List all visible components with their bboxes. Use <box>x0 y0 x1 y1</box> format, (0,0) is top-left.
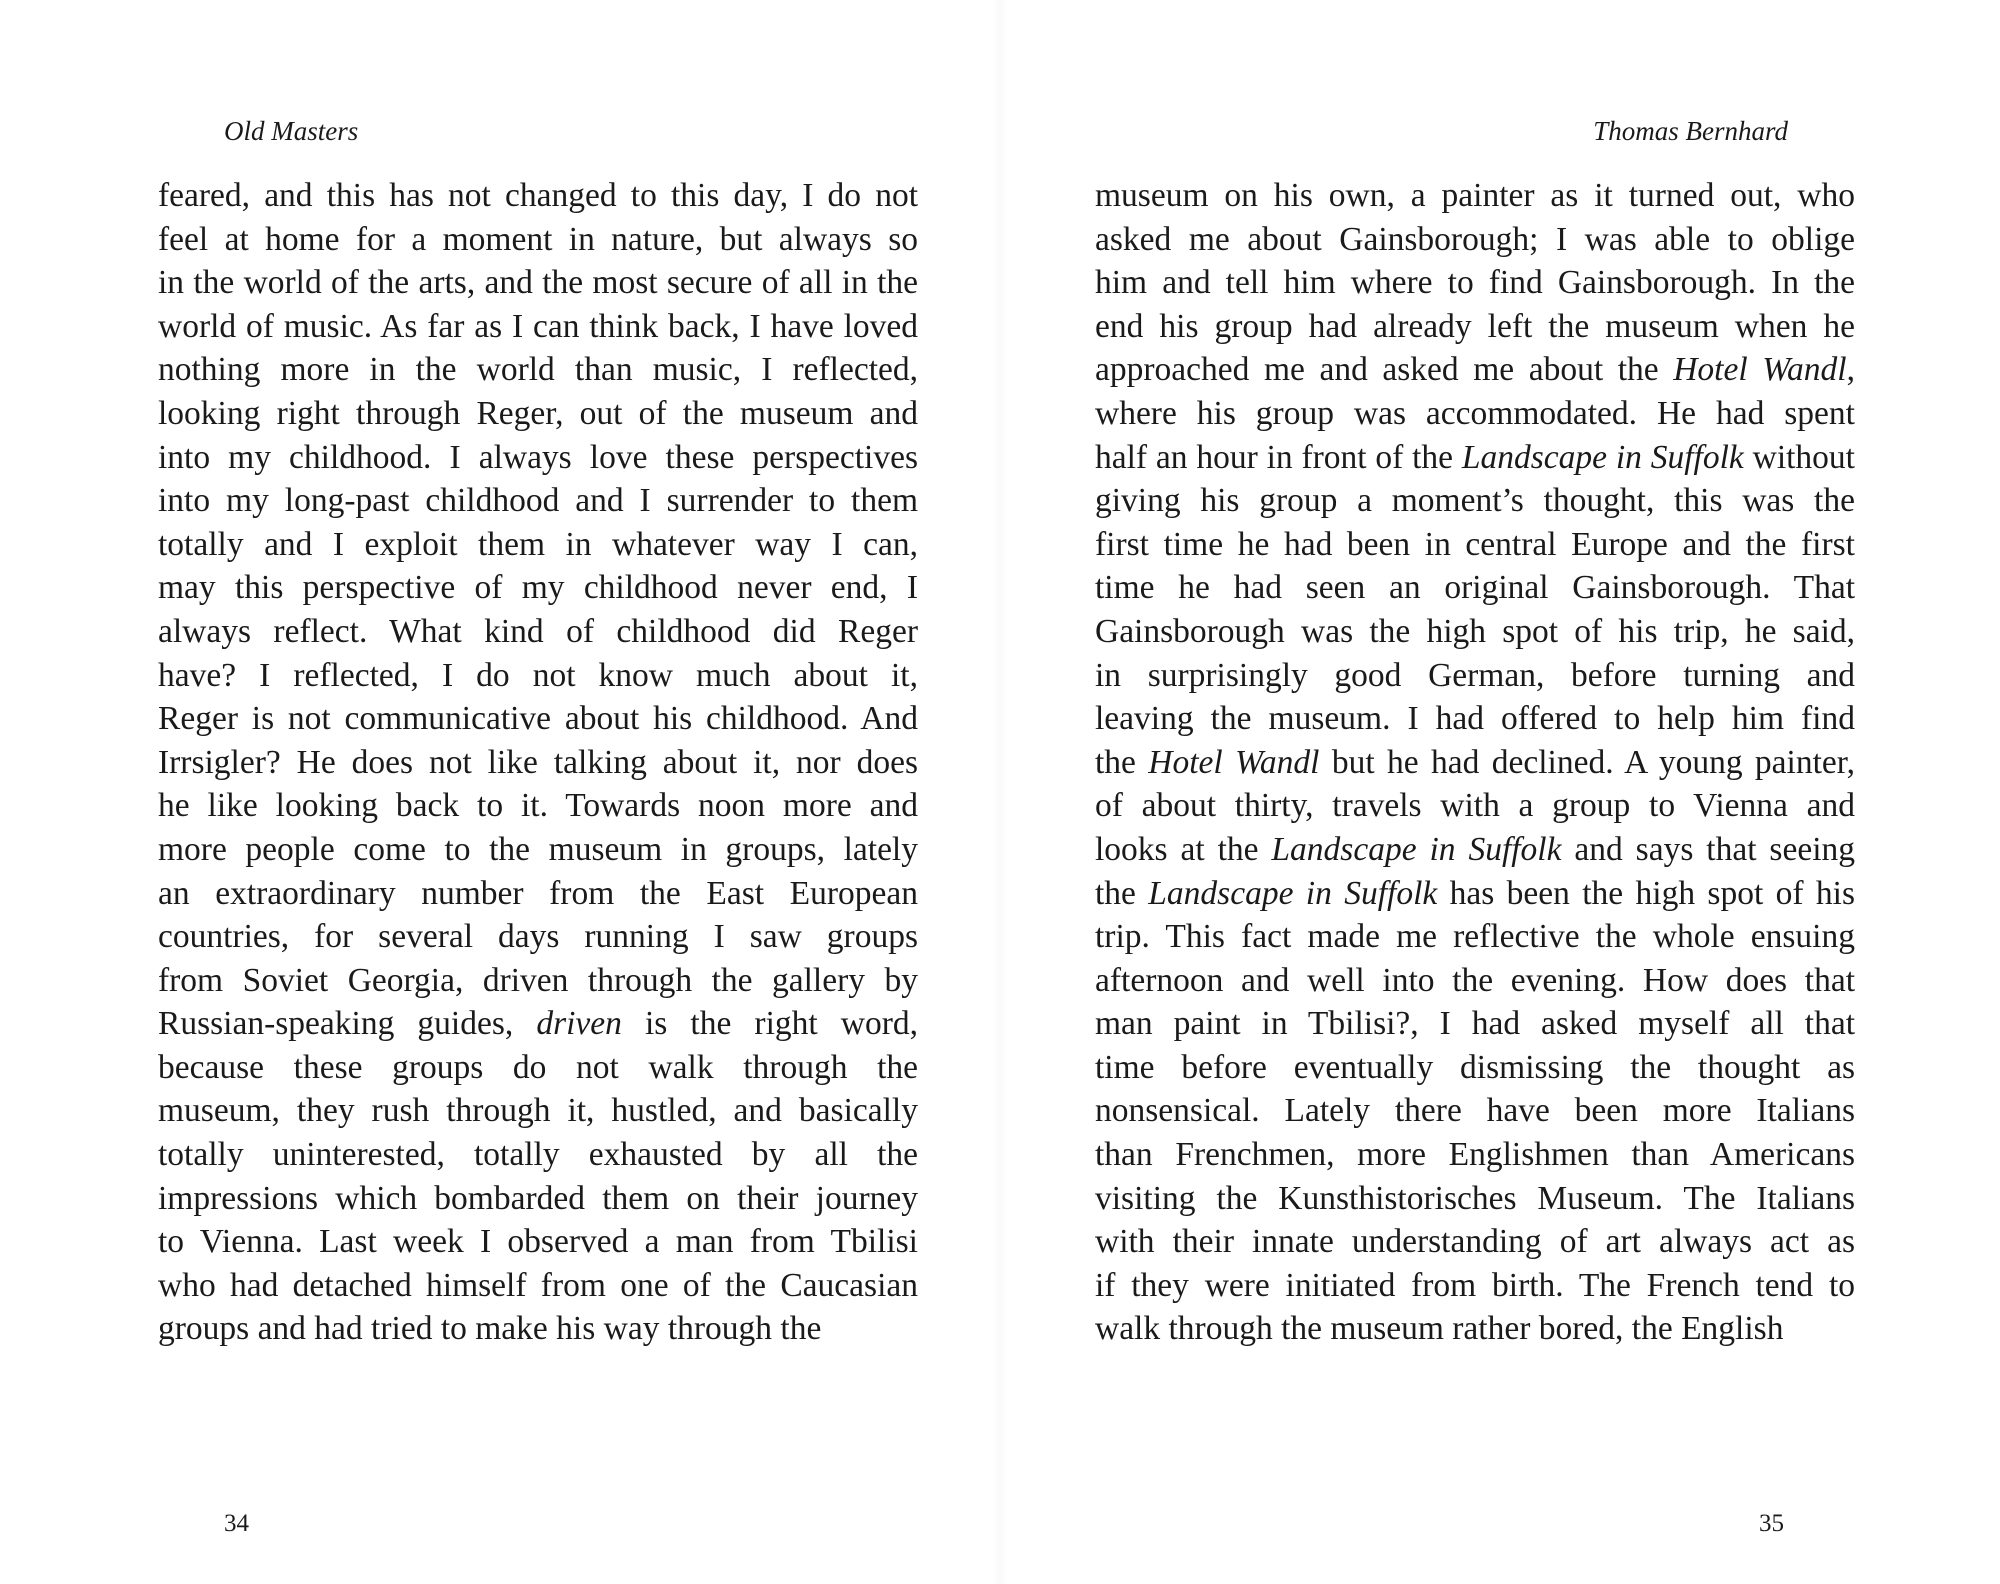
text-segment: museum, they rush through it, hustled, and basically <box>158 1092 918 1130</box>
text-segment: without <box>1743 438 1855 476</box>
text-line <box>158 1046 918 1090</box>
text-line <box>1095 959 1855 1003</box>
italic-title: Hotel Wandl <box>1148 743 1320 781</box>
text-line <box>158 392 918 436</box>
text-line <box>158 741 918 785</box>
text-segment: of about thirty, travels with a group to Vienna and <box>1095 787 1855 825</box>
text-segment: totally and I exploit them in whatever way I can, <box>158 525 918 563</box>
text-line <box>158 1177 918 1221</box>
text-segment: into my long-past childhood and I surrender to them <box>158 482 918 520</box>
text-line <box>1095 305 1855 349</box>
text-segment: is the right word, <box>621 1005 918 1043</box>
text-line <box>1095 610 1855 654</box>
text-segment: he like looking back to it. Towards noon more and <box>158 787 918 825</box>
text-segment: world of music. As far as I can think back, I have loved <box>158 307 918 345</box>
text-line <box>158 1002 918 1046</box>
text-segment: from Soviet Georgia, driven through the gallery by <box>158 961 918 999</box>
italic-title: driven <box>536 1005 622 1043</box>
text-segment: to Vienna. Last week I observed a man from Tbilisi <box>158 1223 918 1261</box>
text-line <box>1095 479 1855 523</box>
text-segment: him and tell him where to find Gainsborough. In the <box>1095 264 1855 302</box>
text-segment: giving his group a moment’s thought, this was the <box>1095 482 1855 520</box>
text-segment: looks at the <box>1095 830 1272 868</box>
text-line <box>1095 828 1855 872</box>
text-line <box>158 915 918 959</box>
text-line <box>1095 741 1855 785</box>
text-segment: afternoon and well into the evening. How does that <box>1095 961 1855 999</box>
text-line <box>158 523 918 567</box>
text-segment: nonsensical. Lately there have been more Italians <box>1095 1092 1855 1130</box>
text-line <box>158 1264 918 1308</box>
text-line <box>1095 697 1855 741</box>
text-line <box>1095 392 1855 436</box>
text-segment: the <box>1095 743 1149 781</box>
text-line <box>1095 348 1855 392</box>
text-segment: more people come to the museum in groups, lately <box>158 830 918 868</box>
text-line <box>158 828 918 872</box>
text-segment: leaving the museum. I had offered to help him find <box>1095 700 1855 738</box>
text-line <box>1095 1046 1855 1090</box>
text-line <box>1095 1133 1855 1177</box>
text-segment: groups and had tried to make his way through the <box>158 1310 822 1348</box>
text-segment: Gainsborough was the high spot of his trip, he said, <box>1095 612 1855 650</box>
text-segment: has been the high spot of his <box>1437 874 1855 912</box>
text-segment: visiting the Kunsthistorisches Museum. The Italians <box>1095 1179 1855 1217</box>
text-segment: Irrsigler? He does not like talking about it, nor does <box>158 743 918 781</box>
text-line <box>158 1307 918 1351</box>
text-segment: feel at home for a moment in nature, but always so <box>158 220 918 258</box>
text-line <box>158 959 918 1003</box>
text-line <box>158 697 918 741</box>
text-line <box>158 1220 918 1264</box>
text-line <box>1095 1220 1855 1264</box>
text-line <box>1095 1002 1855 1046</box>
right-page <box>1000 0 2000 1584</box>
text-segment: the <box>1095 874 1149 912</box>
text-segment: an extraordinary number from the East European <box>158 874 918 912</box>
text-line <box>1095 915 1855 959</box>
text-line <box>1095 218 1855 262</box>
text-segment: may this perspective of my childhood never end, I <box>158 569 918 607</box>
text-segment: always reflect. What kind of childhood did Reger <box>158 612 918 650</box>
text-segment: Reger is not communicative about his childhood. And <box>158 700 918 738</box>
text-line <box>1095 261 1855 305</box>
text-line <box>1095 1307 1855 1351</box>
text-segment: because these groups do not walk through the <box>158 1048 918 1086</box>
text-line <box>1095 523 1855 567</box>
text-segment: , <box>1846 351 1855 389</box>
text-line <box>1095 654 1855 698</box>
body-text <box>1095 174 1855 1351</box>
text-line <box>1095 436 1855 480</box>
text-line <box>158 610 918 654</box>
text-segment: impressions which bombarded them on their journey <box>158 1179 918 1217</box>
text-segment: time he had seen an original Gainsborough. That <box>1095 569 1855 607</box>
text-segment: end his group had already left the museum when he <box>1095 307 1855 345</box>
text-line <box>1095 566 1855 610</box>
text-line <box>158 1133 918 1177</box>
body-text <box>158 174 918 1351</box>
text-line <box>158 174 918 218</box>
text-segment: time before eventually dismissing the thought as <box>1095 1048 1855 1086</box>
text-line <box>158 1089 918 1133</box>
text-line <box>158 566 918 610</box>
text-segment: feared, and this has not changed to this day, I do not <box>158 177 918 214</box>
running-head-author: Thomas Bernhard <box>1593 116 1788 146</box>
italic-title: Landscape in Suffolk <box>1461 438 1744 476</box>
text-segment: looking right through Reger, out of the museum and <box>158 394 918 432</box>
italic-title: Hotel Wandl <box>1673 351 1847 389</box>
text-segment: man paint in Tbilisi?, I had asked myself all that <box>1095 1005 1855 1043</box>
text-segment: into my childhood. I always love these perspectives <box>158 438 918 476</box>
text-segment: but he had declined. A young painter, <box>1319 743 1855 781</box>
text-segment: half an hour in front of the <box>1095 438 1462 476</box>
text-segment: approached me and asked me about the <box>1095 351 1674 389</box>
text-segment: if they were initiated from birth. The French tend to <box>1095 1266 1855 1304</box>
text-line <box>158 261 918 305</box>
text-line <box>158 479 918 523</box>
text-segment: than Frenchmen, more Englishmen than Americans <box>1095 1136 1855 1174</box>
text-segment: Russian-speaking guides, <box>158 1005 537 1043</box>
text-line <box>1095 1264 1855 1308</box>
text-segment: museum on his own, a painter as it turned out, who <box>1095 177 1855 214</box>
text-segment: walk through the museum rather bored, the English <box>1095 1310 1784 1348</box>
text-line <box>158 218 918 262</box>
italic-title: Landscape in Suffolk <box>1271 830 1562 868</box>
text-line <box>1095 1177 1855 1221</box>
text-line <box>158 872 918 916</box>
italic-title: Landscape in Suffolk <box>1148 874 1438 912</box>
text-line <box>1095 174 1855 218</box>
page-number: 34 <box>224 1510 249 1537</box>
text-line <box>158 348 918 392</box>
text-segment: nothing more in the world than music, I reflected, <box>158 351 918 389</box>
text-segment: countries, for several days running I saw groups <box>158 918 918 956</box>
text-segment: and says that seeing <box>1561 830 1855 868</box>
text-segment: trip. This fact made me reflective the whole ensuing <box>1095 918 1855 956</box>
text-segment: asked me about Gainsborough; I was able to oblige <box>1095 220 1855 258</box>
text-line <box>158 436 918 480</box>
text-segment: who had detached himself from one of the Caucasian <box>158 1266 918 1304</box>
text-segment: have? I reflected, I do not know much about it, <box>158 656 918 694</box>
page-number: 35 <box>1759 1510 1784 1537</box>
text-line <box>1095 1089 1855 1133</box>
text-segment: where his group was accommodated. He had spent <box>1095 394 1855 432</box>
text-segment: first time he had been in central Europe and the first <box>1095 525 1855 563</box>
text-line <box>1095 872 1855 916</box>
running-head-title: Old Masters <box>224 116 359 146</box>
text-line <box>158 784 918 828</box>
text-segment: in surprisingly good German, before turning and <box>1095 656 1855 694</box>
text-line <box>158 654 918 698</box>
text-line <box>1095 784 1855 828</box>
text-line <box>158 305 918 349</box>
text-segment: in the world of the arts, and the most secure of all in the <box>158 264 918 302</box>
text-segment: totally uninterested, totally exhausted by all the <box>158 1136 918 1174</box>
text-segment: with their innate understanding of art always act as <box>1095 1223 1855 1261</box>
